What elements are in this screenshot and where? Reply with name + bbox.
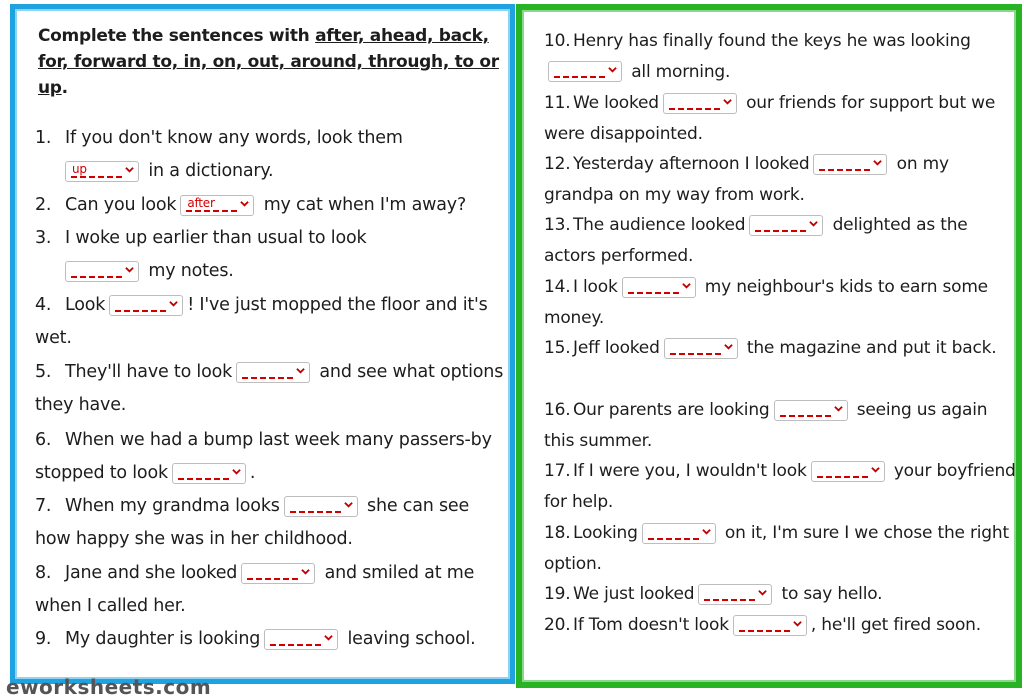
- site-watermark: eworksheets.com: [6, 675, 212, 699]
- chevron-down-icon: [758, 588, 767, 597]
- answer-dropdown-1[interactable]: [65, 161, 139, 182]
- instructions-word-list: after, ahead, back, for, forward to, in, on, out, around, through, to or up: [38, 26, 499, 98]
- chevron-down-icon: [169, 299, 178, 308]
- question-text-after: all morning.: [626, 61, 731, 82]
- chevron-down-icon: [724, 342, 733, 351]
- question-text-after: in a dictionary.: [143, 161, 274, 181]
- instructions-tail: .: [61, 78, 68, 98]
- question-number: 14.: [544, 277, 571, 297]
- blank-line: [270, 644, 321, 646]
- chevron-down-icon: [240, 199, 249, 208]
- chevron-down-icon: [682, 281, 691, 290]
- question-text-before: Yesterday afternoon I looked: [573, 154, 810, 174]
- question-number: 20.: [544, 615, 571, 635]
- answer-dropdown-16[interactable]: [774, 400, 848, 421]
- blank-line: [178, 478, 229, 480]
- question-15: [544, 333, 1022, 364]
- question-text-before: Jeff looked: [573, 338, 660, 358]
- question-4: [35, 289, 505, 355]
- question-text-after: ! I've just mopped the floor and it's wet.: [35, 295, 488, 348]
- question-number: 17.: [544, 461, 571, 481]
- chevron-down-icon: [723, 97, 732, 106]
- question-text-after: delighted as the actors performed.: [544, 215, 968, 266]
- chevron-down-icon: [809, 219, 818, 228]
- left-worksheet-panel: [10, 4, 515, 684]
- question-text-after: and smiled at me when I called her.: [35, 563, 475, 616]
- chevron-down-icon: [125, 165, 134, 174]
- blank-line: [71, 176, 122, 178]
- answer-dropdown-17[interactable]: [811, 461, 885, 482]
- blank-line: [71, 276, 122, 278]
- question-text-before: The audience looked: [573, 215, 746, 235]
- question-13: [544, 210, 1022, 271]
- blank-line: [669, 108, 720, 110]
- question-text-before: Henry has finally found the keys he was looking: [573, 31, 971, 51]
- question-text-after: , he'll get fired soon.: [810, 615, 981, 635]
- question-text-before: When we had a bump last week many passers-by stopped to look: [35, 430, 492, 483]
- question-19: [544, 579, 1022, 610]
- question-number: 11.: [544, 93, 571, 113]
- question-10: [544, 26, 1022, 87]
- chevron-down-icon: [608, 65, 617, 74]
- question-text-before: If I were you, I wouldn't look: [573, 461, 807, 481]
- question-text-before: Jane and she looked: [65, 563, 238, 583]
- instructions-lead: Complete the sentences with: [38, 26, 316, 46]
- question-number: 5.: [35, 362, 52, 382]
- blank-line: [554, 76, 605, 78]
- question-text-before: I look: [573, 277, 618, 297]
- question-number: 1.: [35, 128, 52, 148]
- answer-dropdown-13[interactable]: [749, 215, 823, 236]
- question-18: [544, 518, 1022, 579]
- question-number: 10.: [544, 31, 571, 51]
- question-text-after: my cat when I'm away?: [258, 195, 467, 215]
- question-text-after: leaving school.: [342, 629, 476, 649]
- chevron-down-icon: [702, 527, 711, 536]
- question-text-after: to say hello.: [776, 584, 883, 604]
- question-text-after: on my grandpa on my way from work.: [544, 154, 949, 205]
- question-text-before: I woke up earlier than usual to look: [65, 228, 367, 248]
- selected-answer: after: [187, 195, 215, 210]
- question-text-after: my neighbour's kids to earn some money.: [544, 277, 988, 328]
- chevron-down-icon: [232, 467, 241, 476]
- question-text-before: They'll have to look: [65, 362, 233, 382]
- answer-dropdown-7[interactable]: [284, 496, 358, 517]
- question-17: [544, 456, 1022, 517]
- blank-line: [290, 511, 341, 513]
- question-text-after: seeing us again this summer.: [544, 400, 988, 451]
- question-number: 4.: [35, 295, 52, 315]
- question-text-after: and see what options they have.: [35, 362, 504, 415]
- question-number: 8.: [35, 563, 52, 583]
- chevron-down-icon: [793, 619, 802, 628]
- question-number: 12.: [544, 154, 571, 174]
- question-text-after: the magazine and put it back.: [741, 338, 997, 358]
- question-3: [35, 222, 505, 288]
- answer-dropdown-20[interactable]: [733, 615, 807, 636]
- question-text-before: If you don't know any words, look them: [65, 128, 403, 148]
- blank-line: [819, 169, 870, 171]
- answer-dropdown-19[interactable]: [698, 584, 772, 605]
- blank-line: [247, 578, 298, 580]
- question-9: [35, 623, 505, 656]
- chevron-down-icon: [301, 567, 310, 576]
- blank-line: [704, 599, 755, 601]
- question-20: [544, 610, 1022, 641]
- answer-dropdown-5[interactable]: [236, 362, 310, 383]
- chevron-down-icon: [871, 465, 880, 474]
- answer-dropdown-18[interactable]: [642, 523, 716, 544]
- answer-dropdown-15[interactable]: [664, 338, 738, 359]
- answer-dropdown-6[interactable]: [172, 463, 246, 484]
- question-number: 18.: [544, 523, 571, 543]
- chevron-down-icon: [344, 500, 353, 509]
- question-1: [35, 122, 505, 188]
- question-number: 3.: [35, 228, 52, 248]
- question-5: [35, 356, 505, 422]
- question-2: [35, 189, 505, 222]
- answer-dropdown-10[interactable]: [548, 61, 622, 82]
- question-number: 6.: [35, 430, 52, 450]
- question-number: 16.: [544, 400, 571, 420]
- question-number: 13.: [544, 215, 571, 235]
- blank-line: [628, 292, 679, 294]
- question-number: 15.: [544, 338, 571, 358]
- question-7: [35, 490, 505, 556]
- answer-dropdown-11[interactable]: [663, 93, 737, 114]
- question-text-before: Looking: [573, 523, 638, 543]
- answer-dropdown-14[interactable]: [622, 277, 696, 298]
- chevron-down-icon: [873, 158, 882, 167]
- blank-line: [780, 415, 831, 417]
- blank-line: [186, 210, 237, 212]
- question-text-after: your boyfriend for help.: [544, 461, 1016, 512]
- question-16: [544, 395, 1022, 456]
- blank-line: [817, 476, 868, 478]
- question-14: [544, 272, 1022, 333]
- blank-line: [670, 353, 721, 355]
- selected-answer: up: [72, 161, 87, 176]
- blank-line: [755, 230, 806, 232]
- question-11: [544, 88, 1022, 149]
- blank-line: [739, 630, 790, 632]
- answer-dropdown-2[interactable]: [180, 195, 254, 216]
- question-text-before: Our parents are looking: [573, 400, 770, 420]
- question-text-before: We looked: [573, 93, 659, 113]
- question-text-after: my notes.: [143, 261, 234, 281]
- chevron-down-icon: [125, 265, 134, 274]
- question-text-after: she can see how happy she was in her childhood.: [35, 496, 470, 549]
- question-text-before: Look: [65, 295, 106, 315]
- question-text-after: our friends for support but we were disappointed.: [544, 93, 996, 144]
- question-text-before: Can you look: [65, 195, 177, 215]
- chevron-down-icon: [324, 633, 333, 642]
- blank-line: [648, 538, 699, 540]
- answer-dropdown-8[interactable]: [241, 563, 315, 584]
- chevron-down-icon: [296, 366, 305, 375]
- question-8: [35, 557, 505, 623]
- blank-line: [115, 310, 166, 312]
- question-number: 19.: [544, 584, 571, 604]
- answer-dropdown-12[interactable]: [813, 154, 887, 175]
- answer-dropdown-4[interactable]: [109, 295, 183, 316]
- answer-dropdown-9[interactable]: [264, 629, 338, 650]
- question-number: 7.: [35, 496, 52, 516]
- instructions: [38, 23, 508, 101]
- question-text-before: When my grandma looks: [65, 496, 280, 516]
- answer-dropdown-3[interactable]: [65, 261, 139, 282]
- question-text-before: We just looked: [573, 584, 695, 604]
- question-12: [544, 149, 1022, 210]
- question-text-after: on it, I'm sure I we chose the right option.: [544, 523, 1009, 574]
- question-text-after: .: [249, 463, 256, 483]
- question-6: [35, 424, 505, 490]
- right-worksheet-panel: [516, 4, 1022, 688]
- question-number: 9.: [35, 629, 52, 649]
- question-number: 2.: [35, 195, 52, 215]
- question-text-before: My daughter is looking: [65, 629, 261, 649]
- blank-line: [242, 377, 293, 379]
- chevron-down-icon: [834, 404, 843, 413]
- question-text-before: If Tom doesn't look: [573, 615, 729, 635]
